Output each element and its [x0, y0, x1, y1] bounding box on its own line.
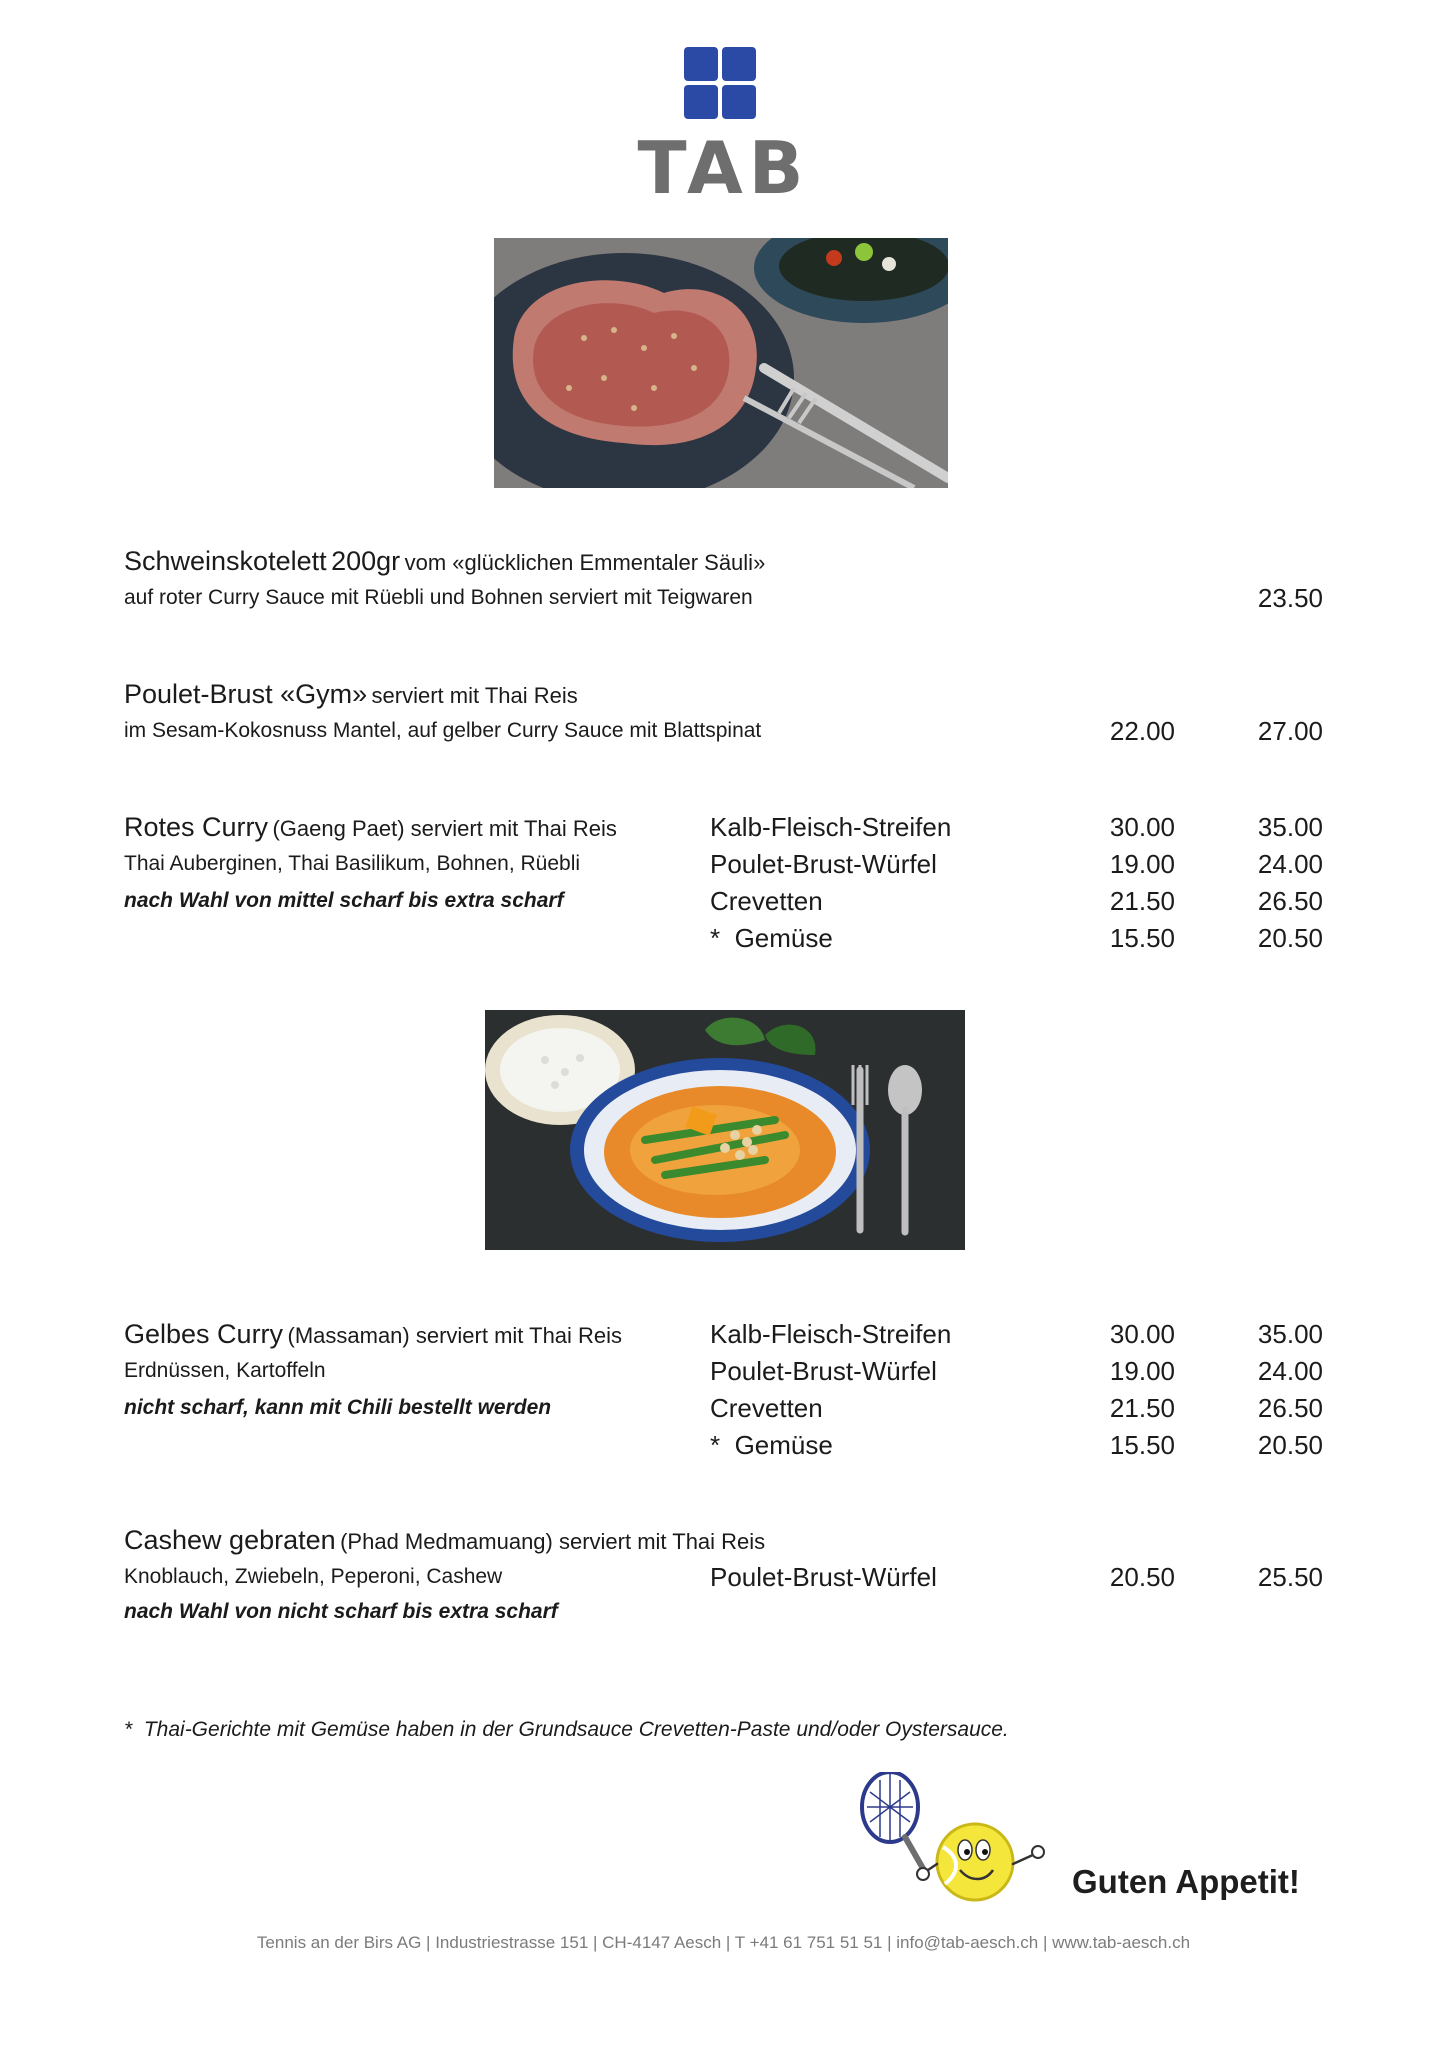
item-description: Erdnüssen, Kartoffeln — [124, 1359, 326, 1382]
option-price-large: 25.50 — [1257, 1562, 1323, 1592]
option-label: Kalb-Fleisch-Streifen — [710, 1319, 952, 1349]
option-price-large: 26.50 — [1257, 1393, 1323, 1423]
option-price-small: 19.00 — [1109, 1356, 1175, 1386]
menu-item-cashew-title — [124, 1524, 765, 1561]
option-price-large: 24.00 — [1257, 1356, 1323, 1386]
item-subtitle: (Gaeng Paet) serviert mit Thai Reis — [272, 816, 617, 841]
item-price-small: 22.00 — [1109, 716, 1175, 746]
pork-chop-photo — [494, 238, 948, 488]
option-label: Crevetten — [710, 886, 823, 916]
item-price-large: 27.00 — [1257, 716, 1323, 746]
item-subtitle: (Phad Medmamuang) serviert mit Thai Reis — [340, 1529, 766, 1554]
option-price-small: 21.50 — [1109, 886, 1175, 916]
footer-contact: Tennis an der Birs AG | Industriestrasse 151 | CH-4147 Aesch | T +41 61 751 51 51 | info@tab-aesch.ch | www.tab-aesch.ch — [256, 1933, 1191, 1952]
option-price-large: 20.50 — [1257, 923, 1323, 953]
item-weight: 200gr — [331, 546, 401, 576]
item-name: Rotes Curry — [124, 812, 269, 842]
item-subtitle: (Massaman) serviert mit Thai Reis — [287, 1323, 623, 1348]
item-note: nach Wahl von mittel scharf bis extra scharf — [124, 889, 564, 912]
option-label: Poulet-Brust-Würfel — [710, 1356, 937, 1386]
tab-logo-mark — [684, 47, 756, 119]
option-price-large: 35.00 — [1257, 812, 1323, 842]
item-name: Schweinskotelett — [124, 546, 327, 576]
item-description: Thai Auberginen, Thai Basilikum, Bohnen, Rüebli — [124, 852, 581, 875]
option-price-small: 15.50 — [1109, 923, 1175, 953]
option-price-small: 30.00 — [1109, 1319, 1175, 1349]
item-description: im Sesam-Kokosnuss Mantel, auf gelber Curry Sauce mit Blattspinat — [124, 719, 762, 742]
tennis-ball-mascot-icon — [855, 1772, 1055, 1902]
closing-greeting: Guten Appetit! — [1072, 1863, 1300, 1900]
option-price-small: 30.00 — [1109, 812, 1175, 842]
item-description: auf roter Curry Sauce mit Rüebli und Bohnen serviert mit Teigwaren — [124, 586, 753, 609]
item-name: Poulet-Brust «Gym» — [124, 679, 368, 709]
item-subtitle: serviert mit Thai Reis — [371, 683, 578, 708]
option-price-large: 26.50 — [1257, 886, 1323, 916]
curry-photo — [485, 1010, 965, 1250]
option-price-small: 21.50 — [1109, 1393, 1175, 1423]
item-description: Knoblauch, Zwiebeln, Peperoni, Cashew — [124, 1565, 503, 1588]
tab-logo-text: TAB — [637, 126, 810, 210]
option-price-large: 24.00 — [1257, 849, 1323, 879]
footnote: * Thai-Gerichte mit Gemüse haben in der Grundsauce Crevetten-Paste und/oder Oystersauce. — [124, 1718, 1009, 1741]
option-label: * Gemüse — [710, 1430, 833, 1460]
option-price-small: 19.00 — [1109, 849, 1175, 879]
option-label: * Gemüse — [710, 923, 833, 953]
option-label: Kalb-Fleisch-Streifen — [710, 812, 952, 842]
item-price: 23.50 — [1257, 583, 1323, 613]
item-subtitle: vom «glücklichen Emmentaler Säuli» — [404, 550, 766, 575]
item-note: nach Wahl von nicht scharf bis extra scharf — [124, 1600, 558, 1623]
menu-item-rotes-curry-title — [124, 811, 617, 848]
option-label: Poulet-Brust-Würfel — [710, 1562, 937, 1592]
menu-item-gelbes-curry-title — [124, 1318, 622, 1355]
option-label: Poulet-Brust-Würfel — [710, 849, 937, 879]
option-price-small: 20.50 — [1109, 1562, 1175, 1592]
option-price-large: 20.50 — [1257, 1430, 1323, 1460]
option-label: Crevetten — [710, 1393, 823, 1423]
menu-item-poulet-brust-title — [124, 678, 578, 715]
item-note: nicht scharf, kann mit Chili bestellt werden — [124, 1396, 552, 1419]
option-price-large: 35.00 — [1257, 1319, 1323, 1349]
item-name: Cashew gebraten — [124, 1525, 336, 1555]
item-name: Gelbes Curry — [124, 1319, 284, 1349]
option-price-small: 15.50 — [1109, 1430, 1175, 1460]
menu-item-schweinskotelett-title — [124, 545, 765, 582]
